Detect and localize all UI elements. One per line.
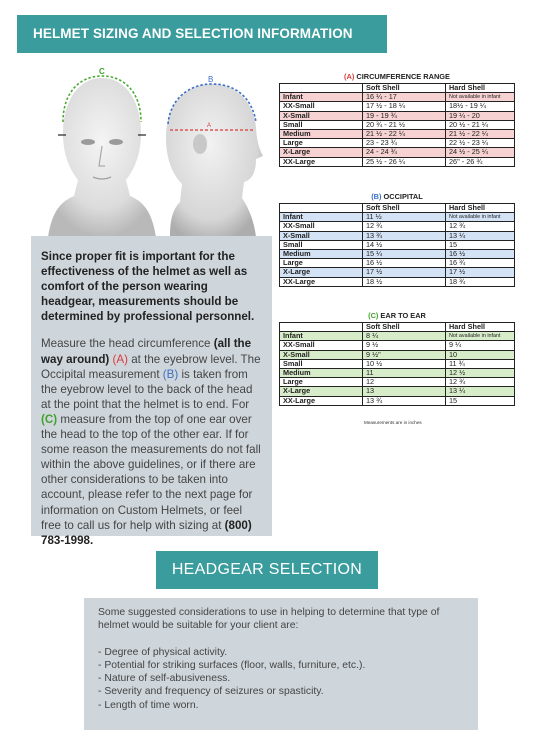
table-row: X-Small 9 ½" 10 (280, 350, 515, 359)
list-item: - Severity and frequency of seizures or spasticity. (98, 686, 324, 698)
ear-to-ear-section (279, 310, 515, 406)
table-row: Small 10 ½ 11 ¾ (280, 359, 515, 368)
table-row: Large 16 ½ 16 ¾ (280, 259, 515, 268)
headgear-considerations-panel (84, 598, 478, 730)
circumference-section (279, 71, 515, 167)
phone-number[interactable]: (800) 783-1998 (41, 518, 252, 547)
label-c: C (99, 67, 105, 76)
ear-to-ear-title: (C) EAR TO EAR (368, 311, 426, 320)
occipital-title: (B) OCCIPITAL (371, 192, 423, 201)
table-row: XX-Large 25 ½ - 26 ¼ 26" - 26 ¾ (280, 157, 515, 166)
measurement-units-note: Measurements are in inches (364, 420, 422, 425)
ear-to-ear-table (279, 322, 515, 406)
occipital-section (279, 191, 515, 287)
table-header-row: Soft Shell Hard Shell (280, 84, 515, 93)
circumference-table (279, 83, 515, 167)
table-row: X-Large 24 - 24 ¾ 24 ½ - 25 ¼ (280, 148, 515, 157)
head-measurement-illustration (30, 62, 270, 237)
front-head-figure (48, 67, 156, 237)
table-row: Small 14 ½ 15 (280, 240, 515, 249)
measurement-instructions: Measure the head circumference (all the way around) (A) at the eyebrow level. The Occipital measurement (B) is taken from the eyebrow level to the back of the head at the point that the helmet is to end. For (C) measure from the top of one ear over the head to the top of the other ear. If for some reason the measurements do not fall within the above guidelines, or if there are other considerations to be taken into account, please refer to the next page for information on Custom Helmets, or feel free to call us for help with sizing at (800) 783-1998. (41, 337, 261, 547)
list-item: - Length of time worn. (98, 699, 199, 711)
label-b: B (208, 75, 214, 84)
label-a: A (207, 123, 212, 129)
table-row: Infant 11 ½ Not available in infant (280, 213, 515, 222)
side-head-figure (166, 75, 263, 237)
table-row: XX-Large 13 ¾ 15 (280, 396, 515, 405)
table-row: XX-Large 18 ½ 18 ¾ (280, 277, 515, 286)
headgear-selection-title: HEADGEAR SELECTION (156, 551, 378, 589)
table-row: XX-Small 17 ½ - 18 ¼ 18½ - 19 ¼ (280, 102, 515, 111)
fit-importance-text: Since proper fit is important for the effectiveness of the helmet as well as comfort of the person wearing headgear, measurements should be determined by professional personnel. (41, 250, 255, 324)
table-row: Medium 15 ¼ 16 ½ (280, 250, 515, 259)
table-row: X-Small 19 - 19 ¾ 19 ¼ - 20 (280, 111, 515, 120)
table-row: XX-Small 9 ½ 9 ¼ (280, 341, 515, 350)
occipital-table (279, 203, 515, 287)
table-row: X-Small 13 ¾ 13 ¼ (280, 231, 515, 240)
table-row: Medium 21 ½ - 22 ¼ 21 ½ - 22 ¼ (280, 130, 515, 139)
table-row: Large 12 12 ¾ (280, 378, 515, 387)
table-row: X-Large 17 ½ 17 ½ (280, 268, 515, 277)
table-header-row: Soft Shell Hard Shell (280, 323, 515, 332)
table-row: XX-Small 12 ¾ 12 ¾ (280, 222, 515, 231)
sizing-instructions-panel (31, 236, 272, 547)
table-row: Medium 11 12 ½ (280, 369, 515, 378)
list-item: - Potential for striking surfaces (floor, walls, furniture, etc.). (98, 659, 366, 671)
table-row: Large 23 - 23 ¾ 22 ½ - 23 ¼ (280, 139, 515, 148)
list-item: - Degree of physical activity. (98, 646, 228, 658)
table-header-row: Soft Shell Hard Shell (280, 204, 515, 213)
table-row: Infant 16 ¼ - 17 Not available in infant (280, 93, 515, 102)
considerations-list (98, 646, 464, 712)
list-item: - Nature of self-abusiveness. (98, 673, 231, 685)
circumference-title: (A) CIRCUMFERENCE RANGE (344, 72, 450, 81)
page-header: HELMET SIZING AND SELECTION INFORMATION (17, 15, 387, 53)
table-row: Infant 8 ¼ Not available in infant (280, 332, 515, 341)
table-row: X-Large 13 13 ¼ (280, 387, 515, 396)
table-row: Small 20 ¾ - 21 ½ 20 ½ - 21 ¼ (280, 120, 515, 129)
headgear-intro: Some suggested considerations to use in helping to determine that type of helmet would be suitable for your client are: (98, 607, 440, 632)
